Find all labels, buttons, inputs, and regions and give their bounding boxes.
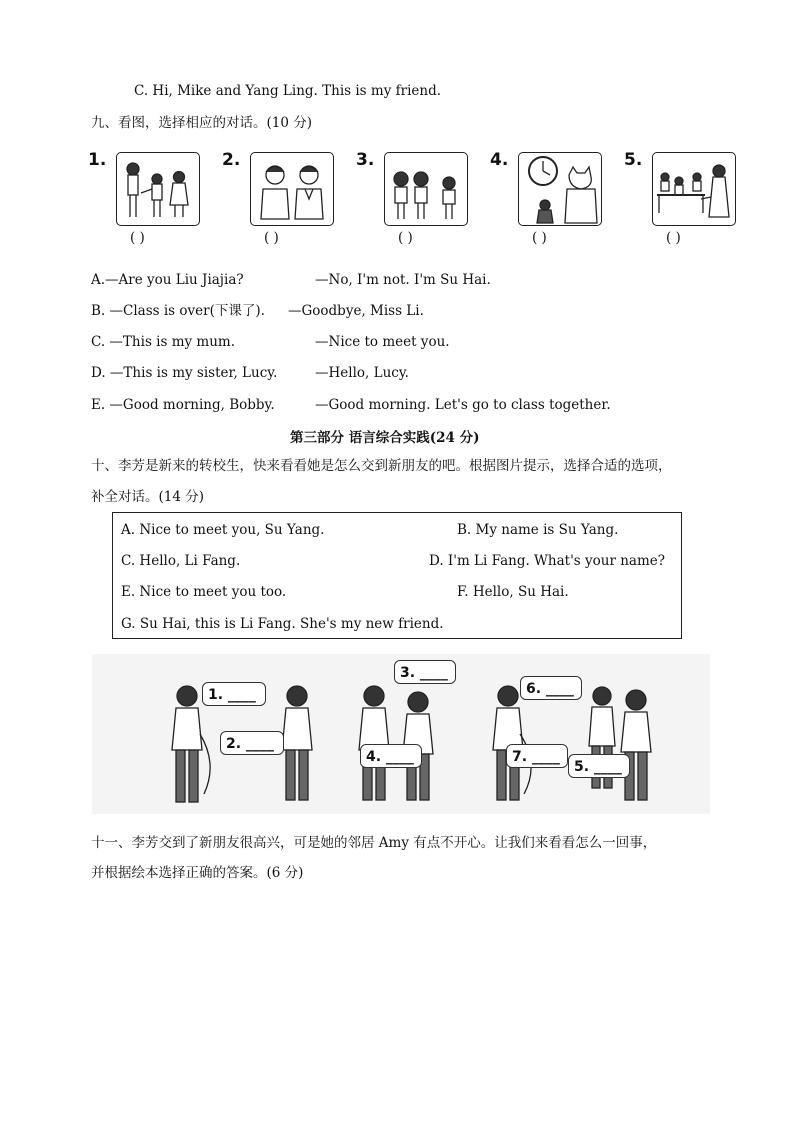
option-e: E. Nice to meet you too. (121, 584, 287, 600)
answer-blank[interactable]: ( ) (398, 230, 413, 246)
picture-frame (250, 152, 334, 226)
option-c: C. Hello, Li Fang. (121, 553, 241, 569)
dialogue-b-second: —Goodbye, Miss Li. (288, 303, 424, 319)
picture-number: 4. (490, 150, 509, 170)
classroom-illustration (653, 153, 735, 225)
answer-blank[interactable]: ( ) (666, 230, 681, 246)
dialogue-c-first: C. —This is my mum. (91, 334, 236, 350)
picture-frame (652, 152, 736, 226)
comic-scene (92, 654, 710, 814)
picture-number: 1. (88, 150, 107, 170)
speech-bubble-4[interactable]: 4. ____ (360, 744, 422, 768)
part3-title: 第三部分 语言综合实践(24 分) (290, 430, 480, 446)
picture-frame (518, 152, 602, 226)
answer-blank[interactable]: ( ) (264, 230, 279, 246)
three-people-illustration (117, 153, 199, 225)
option-g: G. Su Hai, this is Li Fang. She's my new friend. (121, 616, 444, 632)
option-a: A. Nice to meet you, Su Yang. (121, 522, 325, 538)
dialogue-e-second: —Good morning. Let's go to class together. (315, 397, 611, 413)
dialogue-b-first: B. —Class is over(下课了). (91, 303, 265, 319)
speech-bubble-2[interactable]: 2. ____ (220, 731, 284, 755)
picture-number: 2. (222, 150, 241, 170)
picture-number: 5. (624, 150, 643, 170)
dialogue-a-second: —No, I'm not. I'm Su Hai. (315, 272, 491, 288)
clock-and-cat-illustration (519, 153, 601, 225)
dialogue-c-second: —Nice to meet you. (315, 334, 450, 350)
three-children-illustration (385, 153, 467, 225)
section9-title: 九、看图，选择相应的对话。(10 分) (91, 115, 313, 131)
section11-instruction-line2: 并根据绘本选择正确的答案。(6 分) (91, 865, 304, 881)
answer-blank[interactable]: ( ) (532, 230, 547, 246)
speech-bubble-1[interactable]: 1. ____ (202, 682, 266, 706)
dialogue-e-first: E. —Good morning, Bobby. (91, 397, 275, 413)
option-f: F. Hello, Su Hai. (457, 584, 569, 600)
section10-instruction-line2: 补全对话。(14 分) (91, 489, 205, 505)
dialogue-a-first: A.—Are you Liu Jiajia? (91, 272, 244, 288)
section11-instruction-line1: 十一、李芳交到了新朋友很高兴，可是她的邻居 Amy 有点不开心。让我们来看看怎么一回事， (91, 835, 657, 851)
section10-instruction-line1: 十、李芳是新来的转校生，快来看看她是怎么交到新朋友的吧。根据图片提示，选择合适的选项， (91, 458, 672, 474)
two-boys-illustration (251, 153, 333, 225)
picture-number: 3. (356, 150, 375, 170)
option-d: D. I'm Li Fang. What's your name? (429, 553, 665, 569)
options-box (112, 512, 682, 639)
dialogue-d-second: —Hello, Lucy. (315, 365, 409, 381)
speech-bubble-5[interactable]: 5. ____ (568, 754, 630, 778)
option-c-line: C. Hi, Mike and Yang Ling. This is my friend. (134, 83, 441, 99)
option-b: B. My name is Su Yang. (457, 522, 619, 538)
speech-bubble-6[interactable]: 6. ____ (520, 676, 582, 700)
dialogue-d-first: D. —This is my sister, Lucy. (91, 365, 278, 381)
picture-row (88, 148, 738, 248)
picture-frame (116, 152, 200, 226)
speech-bubble-3[interactable]: 3. ____ (394, 660, 456, 684)
speech-bubble-7[interactable]: 7. ____ (506, 744, 568, 768)
picture-frame (384, 152, 468, 226)
answer-blank[interactable]: ( ) (130, 230, 145, 246)
